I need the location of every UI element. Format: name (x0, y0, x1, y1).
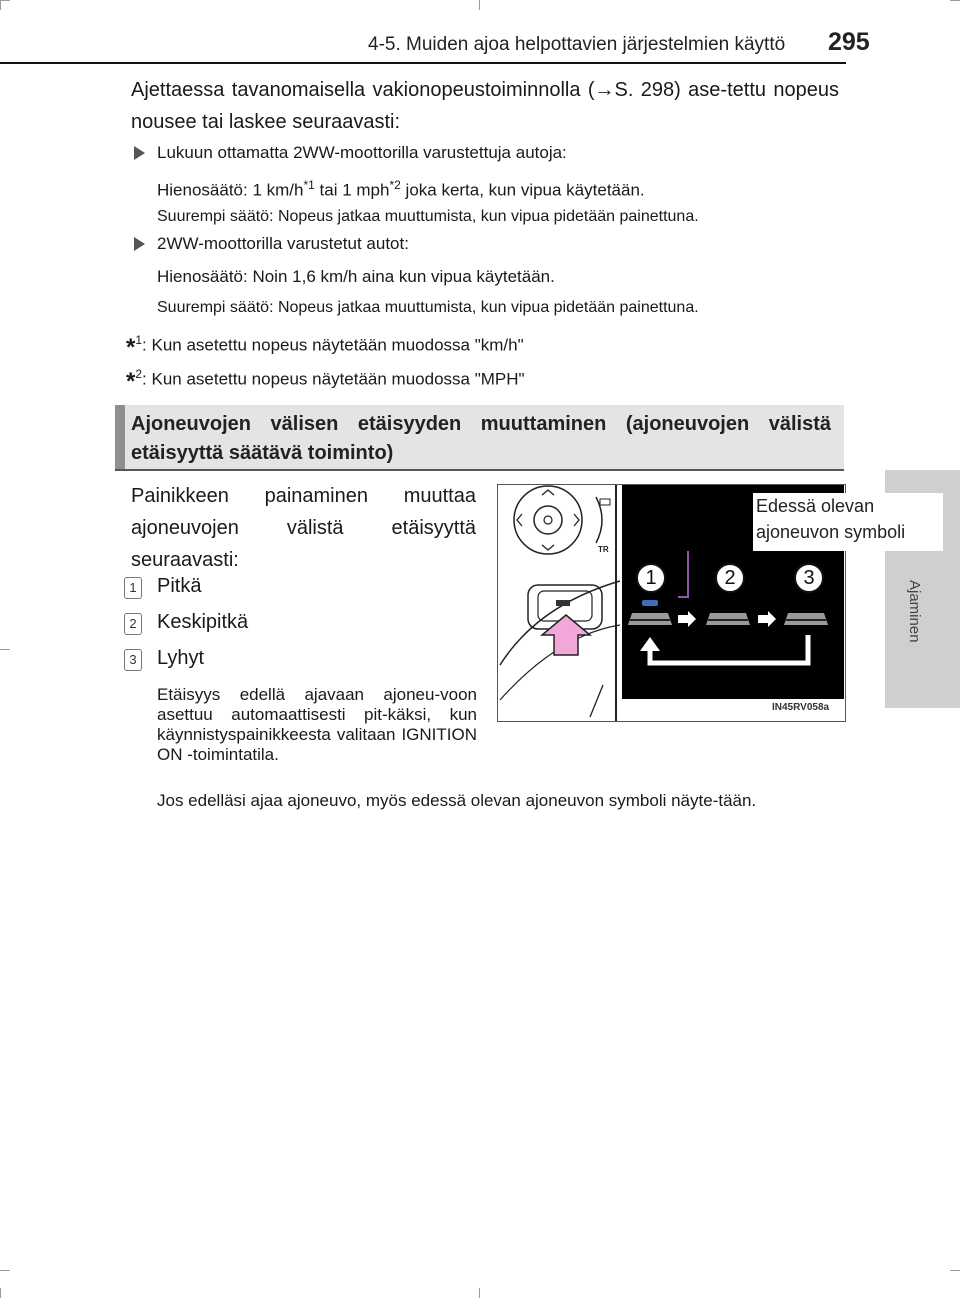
header-section-title: 4-5. Muiden ajoa helpottavien järjestelmien käyttö (368, 34, 786, 55)
ignition-note: Etäisyys edellä ajavaan ajoneu-voon asettuu automaattisesti pit-käksi, kun käynnistyspainikkeesta valitaan IGNITION ON -toimintatila. (157, 685, 477, 764)
footnote-mark: *2 (389, 178, 401, 192)
option-label: Lyhyt (157, 647, 205, 669)
section-heading-underline (115, 469, 844, 471)
coarse-adjust-line: Suurempi säätö: Nopeus jatkaa muuttumista, kun vipua pidetään painettuna. (157, 208, 699, 225)
option-label: Keskipitkä (157, 611, 249, 633)
callout-box (753, 493, 943, 551)
crop-mark (0, 1288, 1, 1298)
footnote-mark: *1 (303, 178, 315, 192)
footnote-text: : Kun asetettu nopeus näytetään muodossa "MPH" (142, 369, 525, 389)
fine-adjust-suffix: joka kerta, kun vipua käytetään. (400, 180, 645, 200)
chapter-label (905, 580, 925, 680)
header-rule (0, 62, 846, 64)
footnote-number: 2 (135, 367, 143, 381)
footnote-text: : Kun asetettu nopeus näytetään muodossa "km/h" (142, 335, 524, 355)
crop-mark (950, 0, 960, 1)
footnote-star: * (126, 333, 136, 361)
crop-mark (0, 649, 10, 650)
crop-mark (0, 0, 1, 10)
intro-paragraph: Ajettaessa tavanomaisella vakionopeustoiminnolla (→S. 298) ase-tettu nopeus nousee tai laskee seuraavasti: (131, 79, 839, 133)
display-panel (622, 485, 906, 699)
chapter-label-text: Ajaminen (906, 580, 923, 643)
bullet-triangle-icon (134, 146, 145, 160)
fine-adjust-line: Hienosäätö: Noin 1,6 km/h aina kun vipua käytetään. (157, 267, 555, 286)
section-heading: Ajoneuvojen välisen etäisyyden muuttaminen (ajoneuvojen välistä etäisyyttä säätävä toiminto) (131, 413, 831, 464)
fine-adjust-line (157, 173, 645, 203)
footnote-star: * (126, 367, 136, 395)
page-number: 295 (828, 28, 870, 56)
crop-mark (950, 1270, 960, 1271)
footnote (126, 328, 524, 361)
distance-switch-figure (497, 484, 906, 722)
distance-circle-label: 2 (715, 563, 745, 593)
footnote-number: 1 (135, 333, 143, 347)
option-label: Pitkä (157, 575, 202, 597)
coarse-adjust-line: Suurempi säätö: Nopeus jatkaa muuttumista, kun vipua pidetään painettuna. (157, 299, 699, 316)
callout-line: Edessä olevan (756, 496, 875, 516)
crop-mark (479, 0, 480, 10)
bullet-triangle-icon (134, 237, 145, 251)
fine-adjust-mid: tai 1 mph (314, 180, 390, 200)
crop-mark (479, 1288, 480, 1298)
section-heading-bar (115, 405, 125, 469)
steering-switch-drawing (498, 485, 622, 721)
crop-mark (0, 1270, 10, 1271)
figure-code: IN45RV058a (772, 702, 830, 713)
option-number-badge: 1 (124, 577, 142, 599)
switch-label: TR (598, 545, 609, 554)
front-vehicle-note: Jos edelläsi ajaa ajoneuvo, myös edessä olevan ajoneuvon symboli näyte-tään. (157, 791, 757, 810)
distance-circle-label: 3 (794, 563, 824, 593)
footnote (126, 362, 525, 395)
option-number-badge: 2 (124, 613, 142, 635)
bullet-title: 2WW-moottorilla varustetut autot: (157, 234, 409, 253)
bullet-title: Lukuun ottamatta 2WW-moottorilla varustettuja autoja: (157, 143, 567, 162)
callout-line: ajoneuvon symboli (756, 522, 906, 542)
distance-circle-label: 1 (636, 563, 666, 593)
crop-mark (0, 0, 10, 1)
press-paragraph: Painikkeen painaminen muuttaa ajoneuvojen välistä etäisyyttä seuraavasti: (131, 485, 476, 571)
option-number-badge: 3 (124, 649, 142, 671)
fine-adjust-prefix: Hienosäätö: 1 km/h (157, 180, 304, 200)
